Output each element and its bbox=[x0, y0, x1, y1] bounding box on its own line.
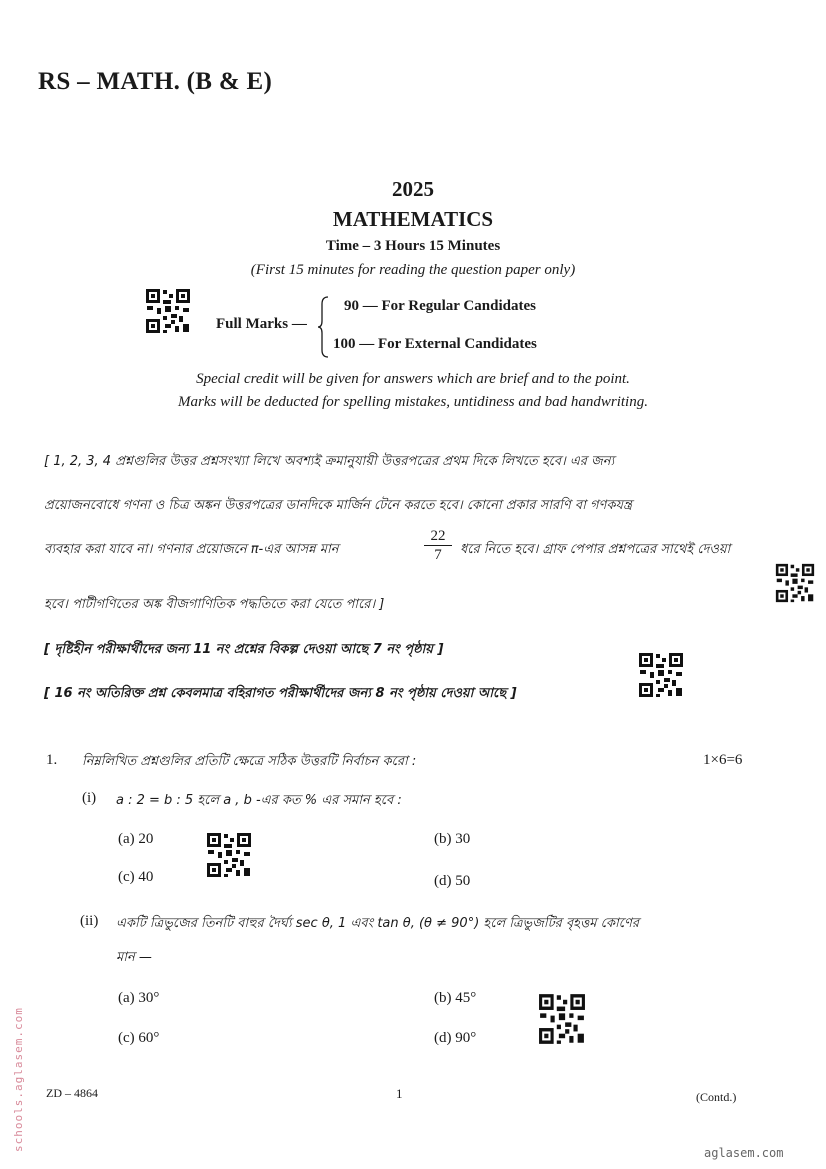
option-b: (b) 30 bbox=[434, 831, 471, 847]
side-watermark bbox=[12, 962, 26, 1152]
option-c: (c) 60° bbox=[118, 1030, 160, 1046]
instruction-line-1: [ 1, 2, 3, 4 প্রশ্নগুলির উত্তর প্রশ্নসংখ্যা লিখে অবশ্যই ক্রমানুযায়ী উত্তরপত্রের প্রথম দিকে লিখতে হবে। এর জন্য bbox=[44, 454, 615, 469]
marks-regular: 90 — For Regular Candidates bbox=[344, 298, 536, 314]
option-b: (b) 45° bbox=[434, 990, 477, 1006]
special-credit-note: Special credit will be given for answers which are brief and to the point. bbox=[196, 371, 630, 387]
paper-code: RS – MATH. (B & E) bbox=[38, 68, 273, 95]
option-d: (d) 90° bbox=[434, 1030, 477, 1046]
exam-duration: Time – 3 Hours 15 Minutes bbox=[325, 238, 501, 254]
instruction-line-4: হবে। পাটীগণিতের অঙ্ক বীজগাণিতিক পদ্ধতিতে করা যেতে পারে। ] bbox=[44, 597, 385, 612]
marks-external: 100 — For External Candidates bbox=[333, 336, 537, 352]
option-c: (c) 40 bbox=[118, 869, 154, 885]
pi-denominator: 7 bbox=[434, 547, 442, 563]
pi-fraction bbox=[424, 527, 452, 564]
option-a: (a) 30° bbox=[118, 990, 160, 1006]
exam-year: 2025 bbox=[392, 177, 434, 201]
qr-code-icon bbox=[775, 563, 815, 603]
instruction-line-3b: ধরে নিতে হবে। গ্রাফ পেপার প্রশ্নপত্রের সাথেই দেওয়া bbox=[460, 542, 731, 557]
question-number: 1. bbox=[46, 752, 58, 768]
subquestion-text-continued: মান — bbox=[116, 950, 152, 965]
bottom-watermark: aglasem.com bbox=[704, 1146, 784, 1160]
question-marks: 1×6=6 bbox=[703, 752, 743, 768]
instruction-line-2: প্রয়োজনবোধে গণনা ও চিত্র অঙ্কন উত্তরপত্রের ডানদিকে মার্জিন টেনে করতে হবে। কোনো প্রকার সারণি বা গণকযন্ত্র bbox=[44, 498, 632, 513]
brace-icon bbox=[317, 296, 329, 358]
blind-candidates-note: [ দৃষ্টিহীন পরীক্ষার্থীদের জন্য 11 নং প্রশ্নের বিকল্প দেওয়া আছে 7 নং পৃষ্ঠায় ] bbox=[44, 642, 444, 657]
option-d: (d) 50 bbox=[434, 873, 471, 889]
qr-code-icon bbox=[206, 832, 252, 878]
reading-time-note: (First 15 minutes for reading the question paper only) bbox=[250, 262, 576, 278]
side-watermark-text: schools.aglasem.com bbox=[12, 1007, 25, 1152]
question-text: নিম্নলিখিত প্রশ্নগুলির প্রতিটি ক্ষেত্রে সঠিক উত্তরটি নির্বাচন করো : bbox=[82, 754, 417, 769]
page-number: 1 bbox=[396, 1086, 403, 1101]
subquestion-text: একটি ত্রিভুজের তিনটি বাহুর দৈর্ঘ্য sec θ, 1 এবং tan θ, (θ ≠ 90°) হলে ত্রিভুজটির বৃহত্তম কোণের bbox=[116, 916, 640, 931]
qr-code-icon bbox=[638, 652, 684, 698]
external-candidates-note: [ 16 নং অতিরিক্ত প্রশ্ন কেবলমাত্র বহিরাগত পরীক্ষার্থীদের জন্য 8 নং পৃষ্ঠায় দেওয়া আছে ] bbox=[44, 686, 517, 701]
instruction-line-3a: ব্যবহার করা যাবে না। গণনার প্রয়োজনে π-এর আসন্ন মান bbox=[44, 542, 339, 557]
qr-code-icon bbox=[145, 288, 191, 334]
pi-numerator: 22 bbox=[424, 527, 452, 546]
full-marks-label: Full Marks — bbox=[216, 316, 307, 332]
deduction-note: Marks will be deducted for spelling mistakes, untidiness and bad handwriting. bbox=[178, 394, 648, 410]
subject-title: MATHEMATICS bbox=[332, 207, 494, 231]
option-a: (a) 20 bbox=[118, 831, 154, 847]
subquestion-label: (i) bbox=[82, 790, 97, 806]
subquestion-text: a : 2 = b : 5 হলে a , b -এর কত % এর সমান হবে : bbox=[116, 793, 402, 808]
subquestion-label: (ii) bbox=[80, 913, 99, 929]
qr-code-icon bbox=[538, 993, 586, 1045]
footer-code: ZD – 4864 bbox=[46, 1086, 98, 1100]
continued-label: (Contd.) bbox=[696, 1090, 737, 1104]
